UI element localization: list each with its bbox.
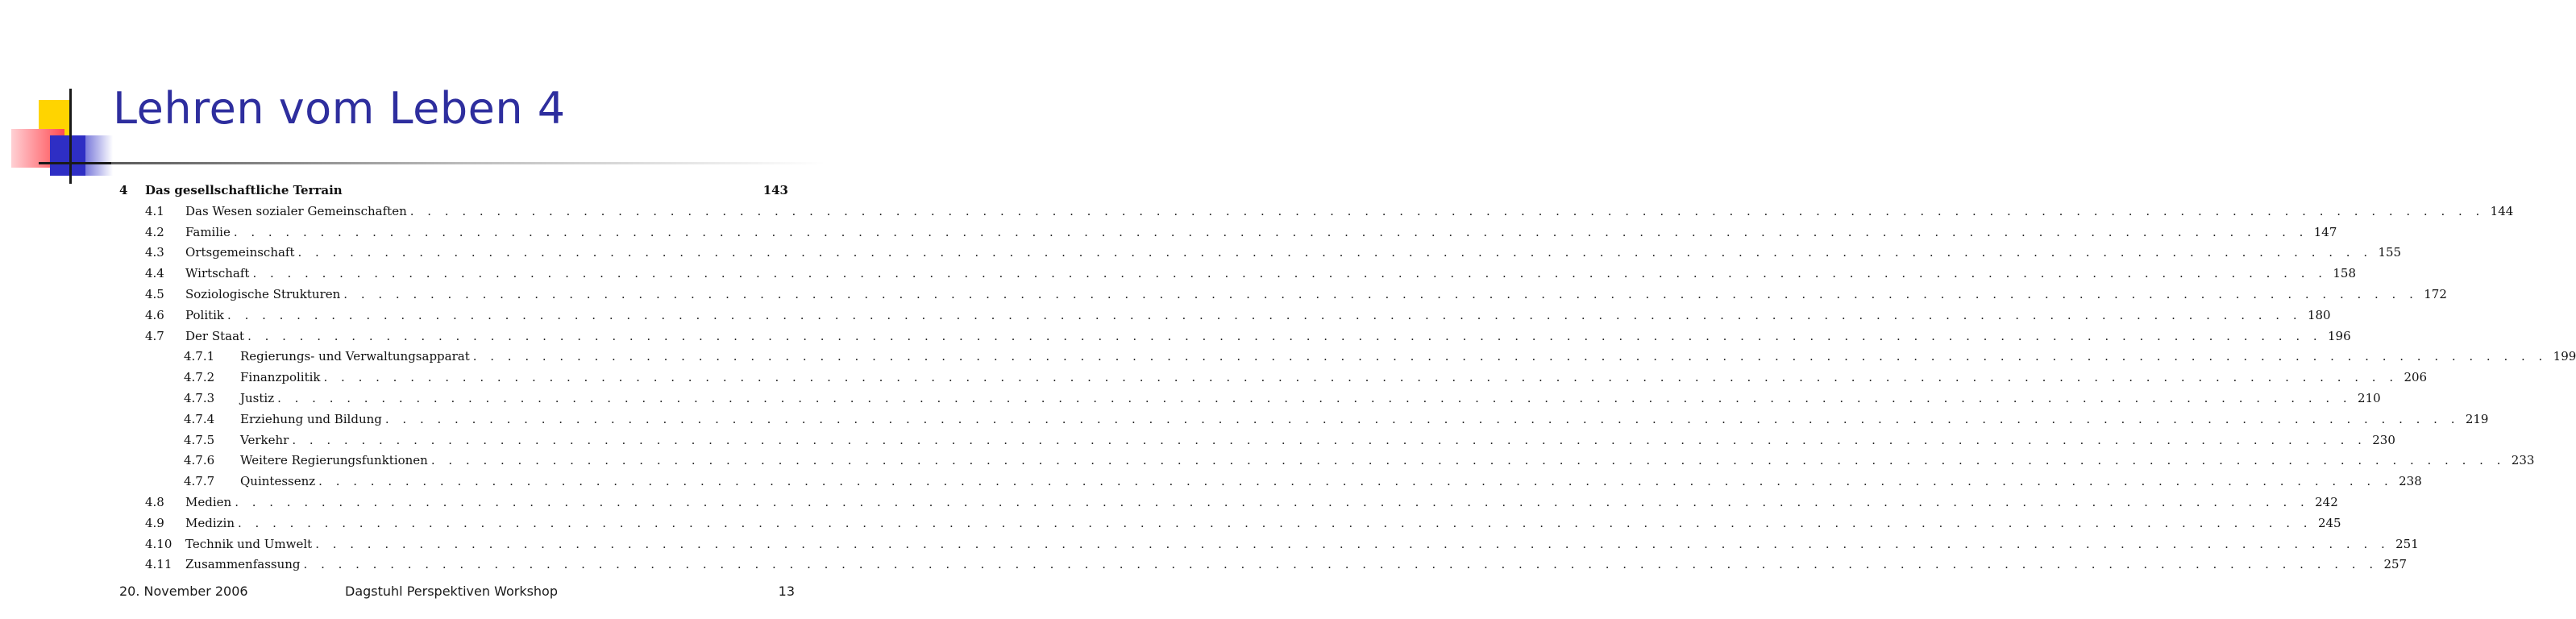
toc-leader: . . . . . . . . . . . . . . . . . . . . . . . . . . . . . . . . . . . . . . . . . . . . . . . . . . . . . . . . . . . . . . . . . . . . . . . . . . . . . . . . . . . . . . . . . . . . . . . . . . . . . . . . . . . . . . . . . . . . . . . . bbox=[247, 328, 2322, 343]
toc-entry-row bbox=[119, 390, 2381, 412]
toc-entry-label: Ortsgemeinschaft bbox=[185, 245, 295, 260]
toc-entry-label: Zusammenfassung bbox=[185, 557, 301, 572]
toc-entry-label: Der Staat bbox=[185, 328, 245, 343]
toc-entry-page: 144 bbox=[2490, 203, 2514, 218]
toc-entry-row bbox=[119, 474, 2422, 495]
toc-entry-number: 4.7.6 bbox=[184, 453, 215, 468]
toc-entry-row bbox=[119, 557, 2408, 578]
toc-leader: . . . . . . . . . . . . . . . . . . . . . . . . . . . . . . . . . . . . . . . . . . . . . . . . . . . . . . . . . . . . . . . . . . . . . . . . . . . . . . . . . . . . . . . . . . . . . . . . . . . . . . . . . . . . . . . . . . . . . . . . bbox=[430, 453, 2506, 468]
toc-chapter-page: 143 bbox=[762, 183, 788, 197]
toc-entry-page: 230 bbox=[2372, 432, 2395, 447]
toc-entry-page: 147 bbox=[2313, 224, 2337, 239]
toc-entry-label: Regierungs- und Verwaltungsapparat bbox=[240, 349, 470, 364]
toc-entry-page: 238 bbox=[2399, 474, 2422, 489]
toc-entry-page: 158 bbox=[2333, 266, 2357, 281]
toc-entry-row bbox=[119, 245, 2402, 266]
toc-leader: . . . . . . . . . . . . . . . . . . . . . . . . . . . . . . . . . . . . . . . . . . . . . . . . . . . . . . . . . . . . . . . . . . . . . . . . . . . . . . . . . . . . . . . . . . . . . . . . . . . . . . . . . . . . . . . . . . . . . . . . bbox=[303, 557, 2379, 572]
toc-entry-number: 4.7.2 bbox=[184, 370, 215, 385]
toc-entry-page: 242 bbox=[2315, 494, 2338, 509]
toc-entry-number: 4.1 bbox=[145, 203, 164, 218]
toc-entry-page: 206 bbox=[2404, 370, 2428, 385]
toc-entry-number: 4.7.5 bbox=[184, 432, 215, 447]
toc-entry-row bbox=[119, 203, 2514, 225]
toc-entry-number: 4.11 bbox=[145, 557, 172, 572]
toc-leader: . . . . . . . . . . . . . . . . . . . . . . . . . . . . . . . . . . . . . . . . . . . . . . . . . . . . . . . . . . . . . . . . . . . . . . . . . . . . . . . . . . . . . . . . . . . . . . . . . . . . . . . . . . . . . . . . . . . . . . . . bbox=[235, 494, 2309, 509]
toc-entry-label: Das Wesen sozialer Gemeinschaften bbox=[185, 203, 407, 218]
toc-leader: . . . . . . . . . . . . . . . . . . . . . . . . . . . . . . . . . . . . . . . . . . . . . . . . . . . . . . . . . . . . . . . . . . . . . . . . . . . . . . . . . . . . . . . . . . . . . . . . . . . . . . . . . . . . . . . . . . . . . . . . bbox=[323, 370, 2399, 385]
toc-entry-number: 4.7.7 bbox=[184, 474, 215, 489]
toc-entry-page: 251 bbox=[2395, 536, 2419, 551]
toc-entry-number: 4.7 bbox=[145, 328, 164, 343]
toc-entry-label: Finanzpolitik bbox=[240, 370, 321, 385]
toc-entry-row bbox=[119, 266, 2357, 287]
toc-entries bbox=[119, 203, 2576, 578]
toc-entry-row bbox=[119, 515, 2341, 537]
toc-leader: . . . . . . . . . . . . . . . . . . . . . . . . . . . . . . . . . . . . . . . . . . . . . . . . . . . . . . . . . . . . . . . . . . . . . . . . . . . . . . . . . . . . . . . . . . . . . . . . . . . . . . . . . . . . . . . . . . . . . . . . bbox=[297, 245, 2373, 260]
toc-entry-label: Soziologische Strukturen bbox=[185, 286, 341, 301]
toc-leader: . . . . . . . . . . . . . . . . . . . . . . . . . . . . . . . . . . . . . . . . . . . . . . . . . . . . . . . . . . . . . . . . . . . . . . . . . . . . . . . . . . . . . . . . . . . . . . . . . . . . . . . . . . . . . . . . . . . . . . . . bbox=[227, 307, 2302, 322]
toc-entry-row bbox=[119, 224, 2337, 246]
toc-leader: . . . . . . . . . . . . . . . . . . . . . . . . . . . . . . . . . . . . . . . . . . . . . . . . . . . . . . . . . . . . . . . . . . . . . . . . . . . . . . . . . . . . . . . . . . . . . . . . . . . . . . . . . . . . . . . . . . . . . . . . bbox=[409, 203, 2485, 218]
toc-entry-row bbox=[119, 307, 2331, 329]
toc-entry-number: 4.2 bbox=[145, 224, 164, 239]
toc-leader: . . . . . . . . . . . . . . . . . . . . . . . . . . . . . . . . . . . . . . . . . . . . . . . . . . . . . . . . . . . . . . . . . . . . . . . . . . . . . . . . . . . . . . . . . . . . . . . . . . . . . . . . . . . . . . . . . . . . . . . . bbox=[472, 349, 2548, 364]
toc-entry-label: Wirtschaft bbox=[185, 266, 250, 281]
toc-entry-number: 4.3 bbox=[145, 245, 164, 260]
logo-blue-square bbox=[50, 135, 85, 176]
toc-entry-label: Medien bbox=[185, 494, 232, 509]
toc-leader: . . . . . . . . . . . . . . . . . . . . . . . . . . . . . . . . . . . . . . . . . . . . . . . . . . . . . . . . . . . . . . . . . . . . . . . . . . . . . . . . . . . . . . . . . . . . . . . . . . . . . . . . . . . . . . . . . . . . . . . . bbox=[252, 266, 2328, 281]
toc-entry-page: 199 bbox=[2553, 349, 2576, 364]
toc-entry-label: Quintessenz bbox=[240, 474, 316, 489]
toc-leader: . . . . . . . . . . . . . . . . . . . . . . . . . . . . . . . . . . . . . . . . . . . . . . . . . . . . . . . . . . . . . . . . . . . . . . . . . . . . . . . . . . . . . . . . . . . . . . . . . . . . . . . . . . . . . . . . . . . . . . . . bbox=[238, 515, 2312, 530]
toc-leader: . . . . . . . . . . . . . . . . . . . . . . . . . . . . . . . . . . . . . . . . . . . . . . . . . . . . . . . . . . . . . . . . . . . . . . . . . . . . . . . . . . . . . . . . . . . . . . . . . . . . . . . . . . . . . . . . . . . . . . . . bbox=[343, 286, 2418, 301]
toc-entry-number: 4.9 bbox=[145, 515, 164, 530]
logo-blue-fade bbox=[85, 135, 113, 176]
toc-leader: . . . . . . . . . . . . . . . . . . . . . . . . . . . . . . . . . . . . . . . . . . . . . . . . . . . . . . . . . . . . . . . . . . . . . . . . . . . . . . . . . . . . . . . . . . . . . . . . . . . . . . . . . . . . . . . . . . . . . . . . bbox=[292, 432, 2366, 447]
toc-entry-page: 172 bbox=[2424, 286, 2447, 301]
toc-entry-row bbox=[119, 432, 2395, 454]
toc-entry-page: 210 bbox=[2358, 390, 2381, 405]
toc-entry-label: Verkehr bbox=[240, 432, 289, 447]
toc-entry-page: 180 bbox=[2307, 307, 2331, 322]
toc-entry-page: 219 bbox=[2465, 411, 2489, 426]
toc-entry-page: 245 bbox=[2317, 515, 2341, 530]
toc-leader: . . . . . . . . . . . . . . . . . . . . . . . . . . . . . . . . . . . . . . . . . . . . . . . . . . . . . . . . . . . . . . . . . . . . . . . . . . . . . . . . . . . . . . . . . . . . . . . . . . . . . . . . . . . . . . . . . . . . . . . . bbox=[318, 474, 2393, 489]
footer-event: Dagstuhl Perspektiven Workshop bbox=[345, 584, 558, 599]
toc-entry-number: 4.6 bbox=[145, 307, 164, 322]
table-of-contents bbox=[119, 183, 2576, 578]
toc-entry-page: 233 bbox=[2511, 453, 2535, 468]
toc-entry-number: 4.7.4 bbox=[184, 411, 215, 426]
toc-entry-row bbox=[119, 370, 2428, 391]
toc-entry-label: Justiz bbox=[240, 390, 275, 405]
toc-entry-row bbox=[119, 536, 2419, 558]
toc-chapter-number: 4 bbox=[119, 183, 128, 197]
toc-entry-page: 257 bbox=[2383, 557, 2408, 572]
toc-entry-row bbox=[119, 286, 2447, 308]
footer-date: 20. November 2006 bbox=[119, 584, 248, 599]
slide-title: Lehren vom Leben 4 bbox=[113, 83, 566, 134]
toc-entry-label: Medizin bbox=[185, 515, 235, 530]
toc-chapter-row bbox=[119, 183, 788, 204]
toc-entry-page: 155 bbox=[2378, 245, 2402, 260]
toc-entry-row bbox=[119, 494, 2338, 516]
toc-chapter-label: Das gesellschaftliche Terrain bbox=[145, 183, 343, 197]
toc-entry-label: Familie bbox=[185, 224, 231, 239]
slide-logo bbox=[0, 0, 113, 193]
toc-entry-label: Erziehung und Bildung bbox=[240, 411, 382, 426]
logo-vertical-line bbox=[69, 89, 72, 184]
toc-entry-label: Weitere Regierungsfunktionen bbox=[240, 453, 428, 468]
toc-entry-page: 196 bbox=[2328, 328, 2351, 343]
logo-horizontal-line bbox=[39, 162, 111, 164]
toc-entry-label: Technik und Umwelt bbox=[185, 536, 313, 551]
toc-entry-row bbox=[119, 453, 2535, 474]
toc-leader: . . . . . . . . . . . . . . . . . . . . . . . . . . . . . . . . . . . . . . . . . . . . . . . . . . . . . . . . . . . . . . . . . . . . . . . . . . . . . . . . . . . . . . . . . . . . . . . . . . . . . . . . . . . . . . . . . . . . . . . . bbox=[233, 224, 2308, 239]
toc-entry-number: 4.4 bbox=[145, 266, 164, 281]
toc-entry-row bbox=[119, 411, 2489, 433]
toc-leader: . . . . . . . . . . . . . . . . . . . . . . . . . . . . . . . . . . . . . . . . . . . . . . . . . . . . . . . . . . . . . . . . . . . . . . . . . . . . . . . . . . . . . . . . . . . . . . . . . . . . . . . . . . . . . . . . . . . . . . . . bbox=[384, 411, 2460, 426]
toc-entry-number: 4.10 bbox=[145, 536, 172, 551]
toc-entry-row bbox=[119, 328, 2351, 350]
toc-entry-number: 4.5 bbox=[145, 286, 164, 301]
footer-page-number: 13 bbox=[778, 584, 795, 599]
toc-entry-number: 4.7.3 bbox=[184, 390, 215, 405]
title-underline bbox=[111, 162, 825, 164]
toc-entry-label: Politik bbox=[185, 307, 225, 322]
toc-entry-number: 4.7.1 bbox=[184, 349, 215, 364]
toc-entry-row bbox=[119, 349, 2576, 370]
toc-entry-number: 4.8 bbox=[145, 494, 164, 509]
toc-leader: . . . . . . . . . . . . . . . . . . . . . . . . . . . . . . . . . . . . . . . . . . . . . . . . . . . . . . . . . . . . . . . . . . . . . . . . . . . . . . . . . . . . . . . . . . . . . . . . . . . . . . . . . . . . . . . . . . . . . . . . bbox=[277, 390, 2352, 405]
toc-leader: . . . . . . . . . . . . . . . . . . . . . . . . . . . . . . . . . . . . . . . . . . . . . . . . . . . . . . . . . . . . . . . . . . . . . . . . . . . . . . . . . . . . . . . . . . . . . . . . . . . . . . . . . . . . . . . . . . . . . . . . bbox=[315, 536, 2390, 551]
